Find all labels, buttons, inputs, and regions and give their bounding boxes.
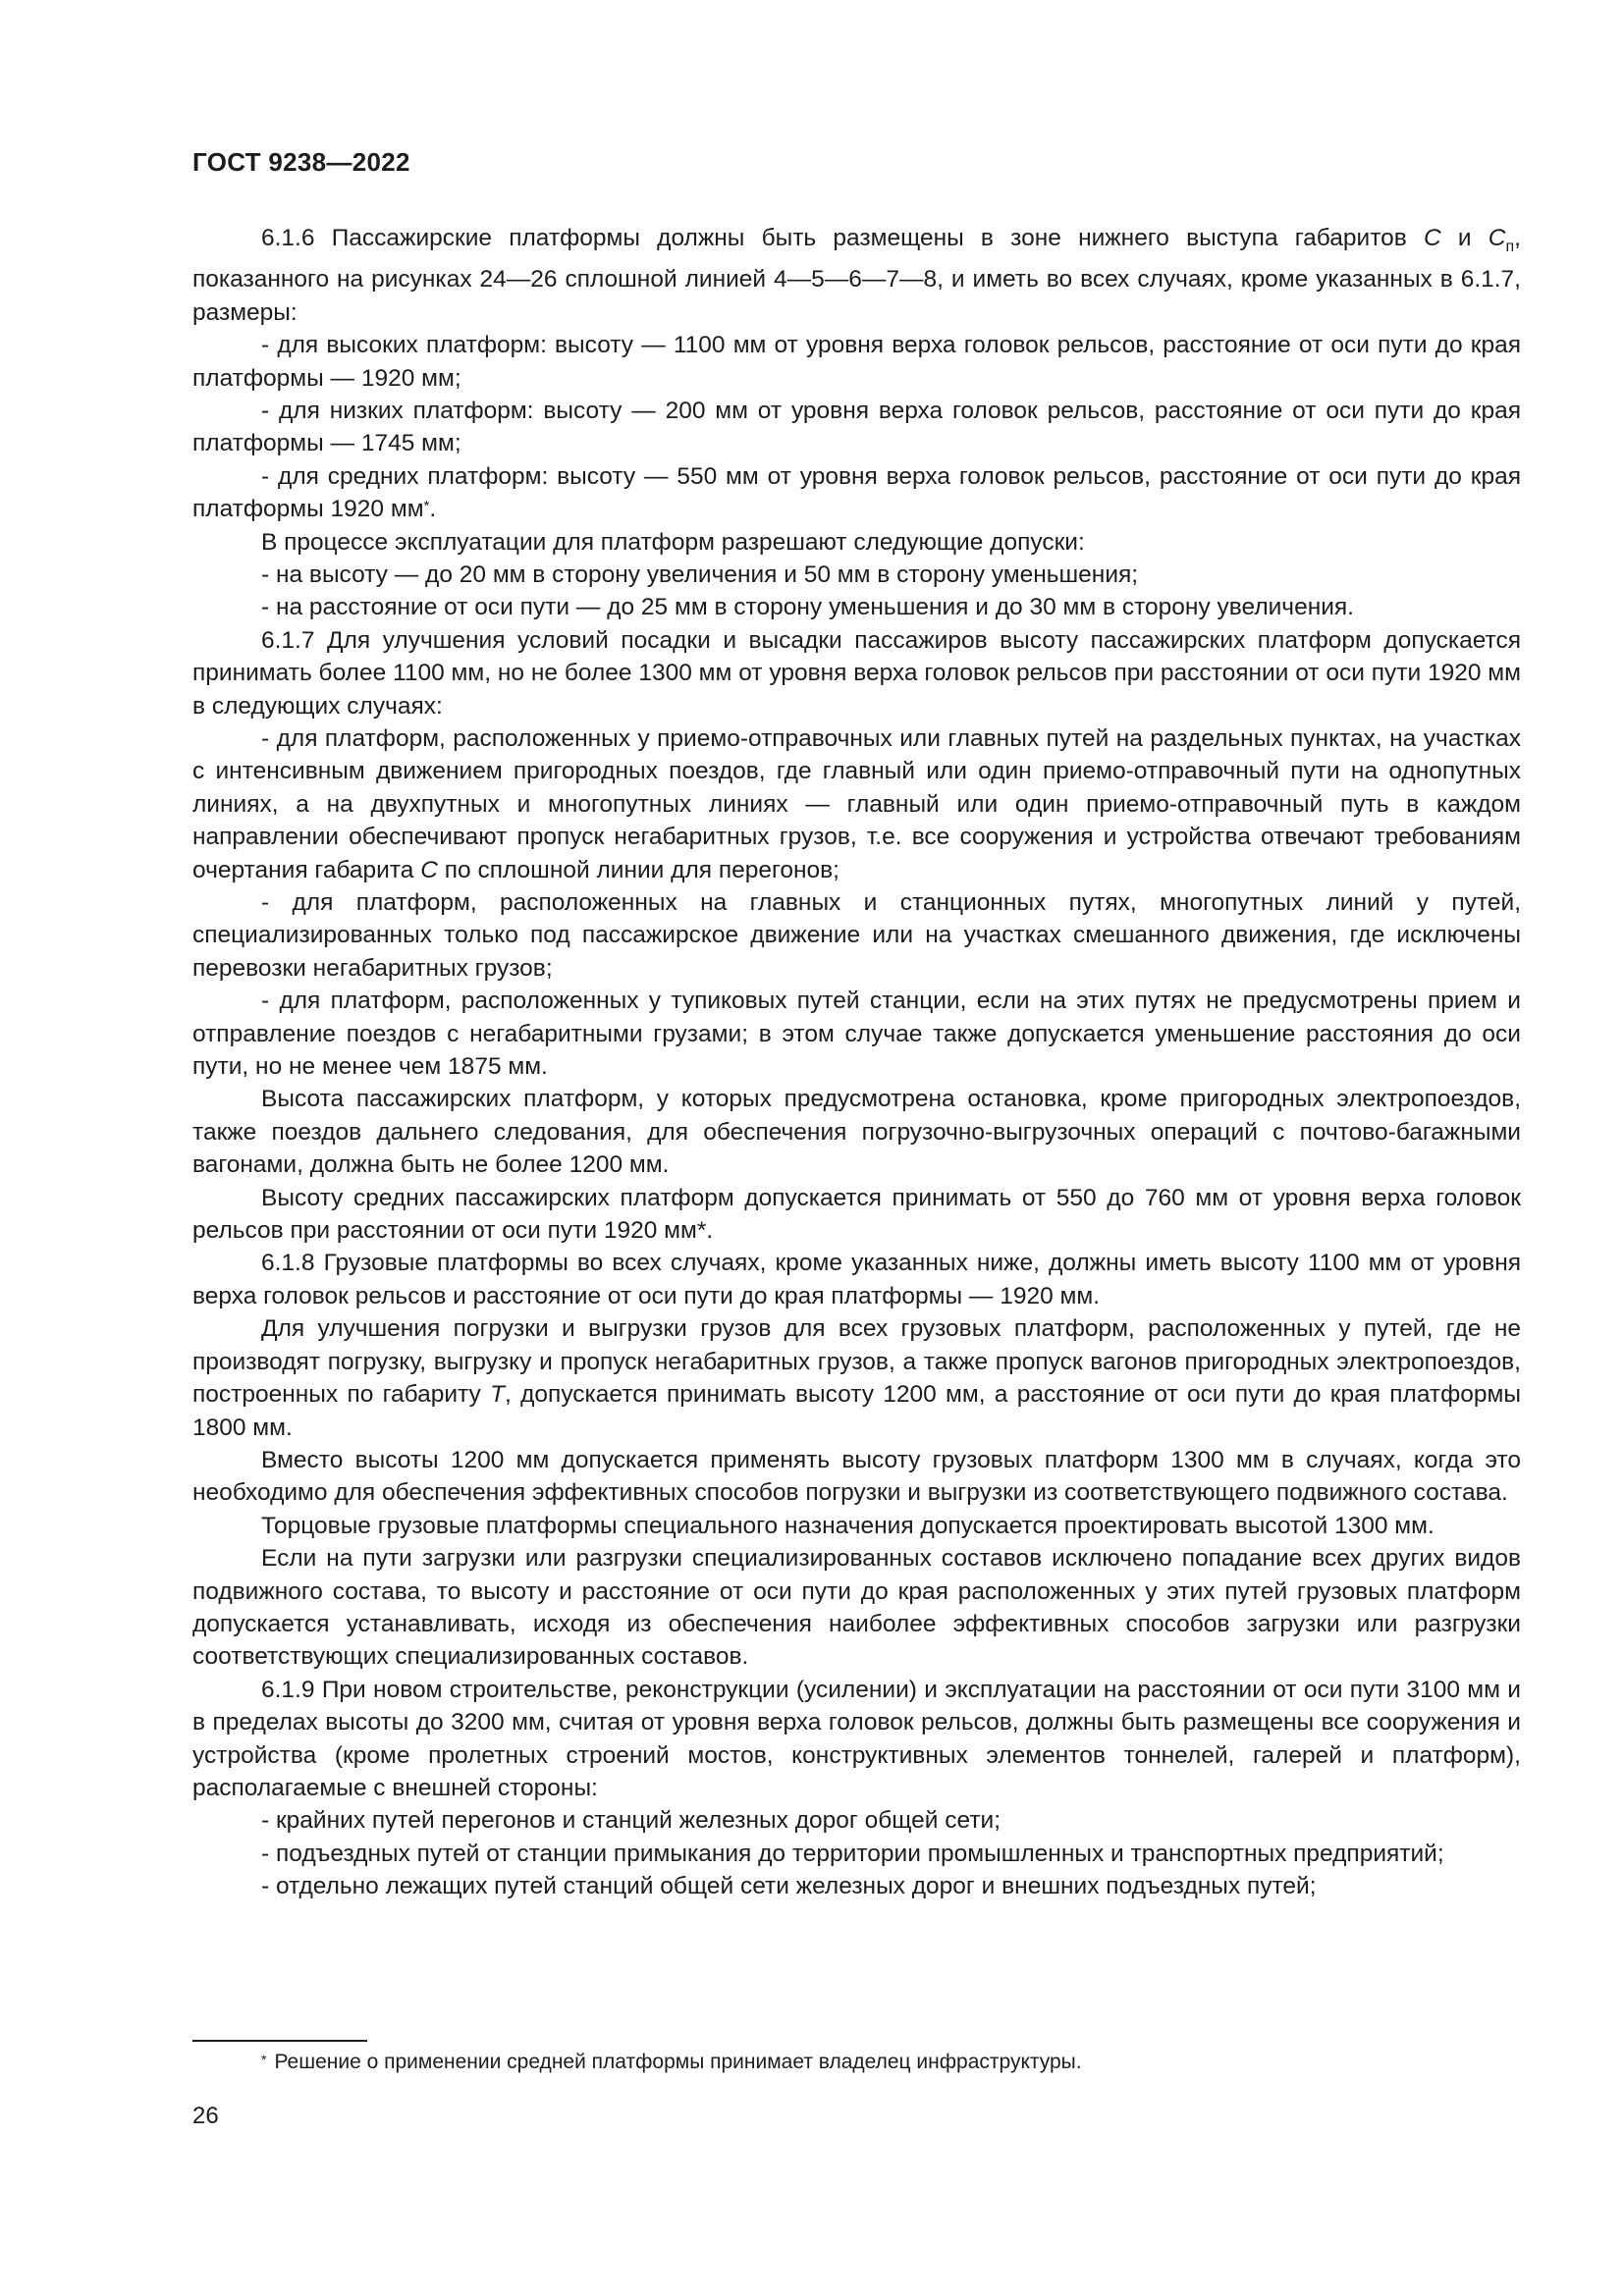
paragraph-6-1-7: 6.1.7 Для улучшения условий посадки и высадки пассажиров высоту пассажирских платформ допускается принимать более 1100 мм, но не более 1300 мм от уровня верха головок рельсов при расстоянии от оси пути 1920 мм в следующих случаях: (192, 626, 1521, 720)
text-run: по сплошной линии для перегонов; (437, 856, 839, 883)
gauge-symbol-c: С (1424, 225, 1441, 251)
list-item (192, 460, 1521, 526)
paragraph-6-1-9: 6.1.9 При новом строительстве, реконструкции (усилении) и эксплуатации на расстоянии от оси пути 3100 мм и в пределах высоты до 3200 мм, считая от уровня верха головок рельсов, должны быть размещены все сооружения и устройства (кроме пролетных строений мостов, конструктивных элементов тоннелей, галерей и платформ), располагаемые с внешней стороны: (192, 1676, 1521, 1801)
text-run: . (429, 496, 437, 523)
footnote-reference: * (423, 498, 430, 515)
text-run: , показанного на рисунках 24—26 сплошной линией 4—5—6—7—8, и иметь во всех случаях, кроме указанных в 6.1.7, размеры: (192, 225, 1521, 326)
document-header: ГОСТ 9238—2022 (192, 147, 410, 177)
paragraph (192, 1312, 1521, 1444)
list-item: - на расстояние от оси пути — до 25 мм в сторону уменьшения и до 30 мм в сторону увеличения. (261, 594, 1354, 621)
text-run: Для улучшения погрузки и выгрузки грузов для всех грузовых платформ, расположенных у путей, где не производят погрузку, выгрузку и пропуск негабаритных грузов, а также пропуск вагонов пригородных электропоездов, построенных по габариту (192, 1315, 1521, 1409)
body-text (192, 222, 1521, 1903)
gauge-symbol-c: С (420, 856, 438, 883)
list-item: - подъездных путей от станции примыкания до территории промышленных и транспортных предприятий; (261, 1840, 1444, 1867)
gauge-symbol-t: Т (490, 1381, 506, 1409)
footnote-divider (192, 2040, 367, 2042)
footnote (261, 2049, 1521, 2076)
list-item: - для высоких платформ: высоту — 1100 мм от уровня верха головок рельсов, расстояние от оси пути до края платформы — 1920 мм; (192, 332, 1521, 392)
text-run: , допускается принимать высоту 1200 мм, а расстояние от оси пути до края платформы 1800 мм. (192, 1381, 1521, 1441)
list-item: - для платформ, расположенных у тупиковых путей станции, если на этих путях не предусмотрены прием и отправление поездов с негабаритными грузами; в этом случае также допускается уменьшение расстояния до оси пути, но не менее чем 1875 мм. (192, 988, 1521, 1081)
paragraph-6-1-8: 6.1.8 Грузовые платформы во всех случаях, кроме указанных ниже, должны иметь высоту 1100 мм от уровня верха головок рельсов и расстояние от оси пути до края платформы — 1920 мм. (192, 1250, 1521, 1309)
gauge-symbol-subscript: п (1505, 238, 1515, 255)
paragraph: Высота пассажирских платформ, у которых предусмотрена остановка, кроме пригородных электропоездов, также поездов дальнего следования, для обеспечения погрузочно-выгрузочных операций с почтово-багажными вагонами, должна быть не более 1200 мм. (192, 1086, 1521, 1179)
page-number: 26 (192, 2103, 219, 2129)
text-run: - для платформ, расположенных у приемо-отправочных или главных путей на раздельных пунктах, на участках с интенсивным движением пригородных поездов, где главный или один приемо-отправочный пути на однопутных линиях, а на двухпутных и многопутных линиях — главный или один приемо-отправочный путь в каждом направлении обеспечивают пропуск негабаритных грузов, т.е. все сооружения и устройства отвечают требованиям очертания габарита (192, 724, 1521, 883)
list-item: - крайних путей перегонов и станций железных дорог общей сети; (261, 1807, 1001, 1835)
paragraph: Вместо высоты 1200 мм допускается применять высоту грузовых платформ 1300 мм в случаях, когда это необходимо для обеспечения эффективных способов погрузки и выгрузки из соответствующего подвижного состава. (192, 1446, 1521, 1507)
gauge-symbol-cn: С (1488, 225, 1506, 251)
paragraph-6-1-6 (192, 222, 1521, 329)
list-item: - для низких платформ: высоту — 200 мм от уровня верха головок рельсов, расстояние от оси пути до края платформы — 1745 мм; (192, 397, 1521, 457)
text-run: - для средних платформ: высоту — 550 мм от уровня верха головок рельсов, расстояние от оси пути до края платформы 1920 мм (192, 462, 1521, 523)
paragraph: Если на пути загрузки или разгрузки специализированных составов исключено попадание всех других видов подвижного состава, то высоту и расстояние от оси пути до края расположенных у этих путей грузовых платформ допускается устанавливать, исходя из обеспечения наиболее эффективных способов загрузки или разгрузки соответствующих специализированных составов. (192, 1545, 1521, 1671)
text-run: и (1440, 225, 1489, 251)
list-item: - отдельно лежащих путей станций общей сети железных дорог и внешних подъездных путей; (261, 1873, 1317, 1900)
text-run: 6.1.6 Пассажирские платформы должны быть размещены в зоне нижнего выступа габаритов (261, 225, 1424, 251)
footnote-mark: * (261, 2052, 267, 2067)
list-item (192, 722, 1521, 886)
paragraph: Торцовые грузовые платформы специального назначения допускается проектировать высотой 1300 мм. (261, 1512, 1435, 1539)
paragraph: Высоту средних пассажирских платформ допускается принимать от 550 до 760 мм от уровня верха головок рельсов при расстоянии от оси пути 1920 мм*. (192, 1184, 1521, 1245)
list-item: - на высоту — до 20 мм в сторону увеличения и 50 мм в сторону уменьшения; (261, 561, 1139, 588)
paragraph: В процессе эксплуатации для платформ разрешают следующие допуски: (261, 528, 1085, 556)
footnote-text: Решение о применении средней платформы принимает владелец инфраструктуры. (274, 2051, 1082, 2073)
list-item: - для платформ, расположенных на главных и станционных путях, многопутных линий у путей, специализированных только под пассажирское движение или на участках смешанного движения, где исключены перевозки негабаритных грузов; (192, 889, 1521, 982)
